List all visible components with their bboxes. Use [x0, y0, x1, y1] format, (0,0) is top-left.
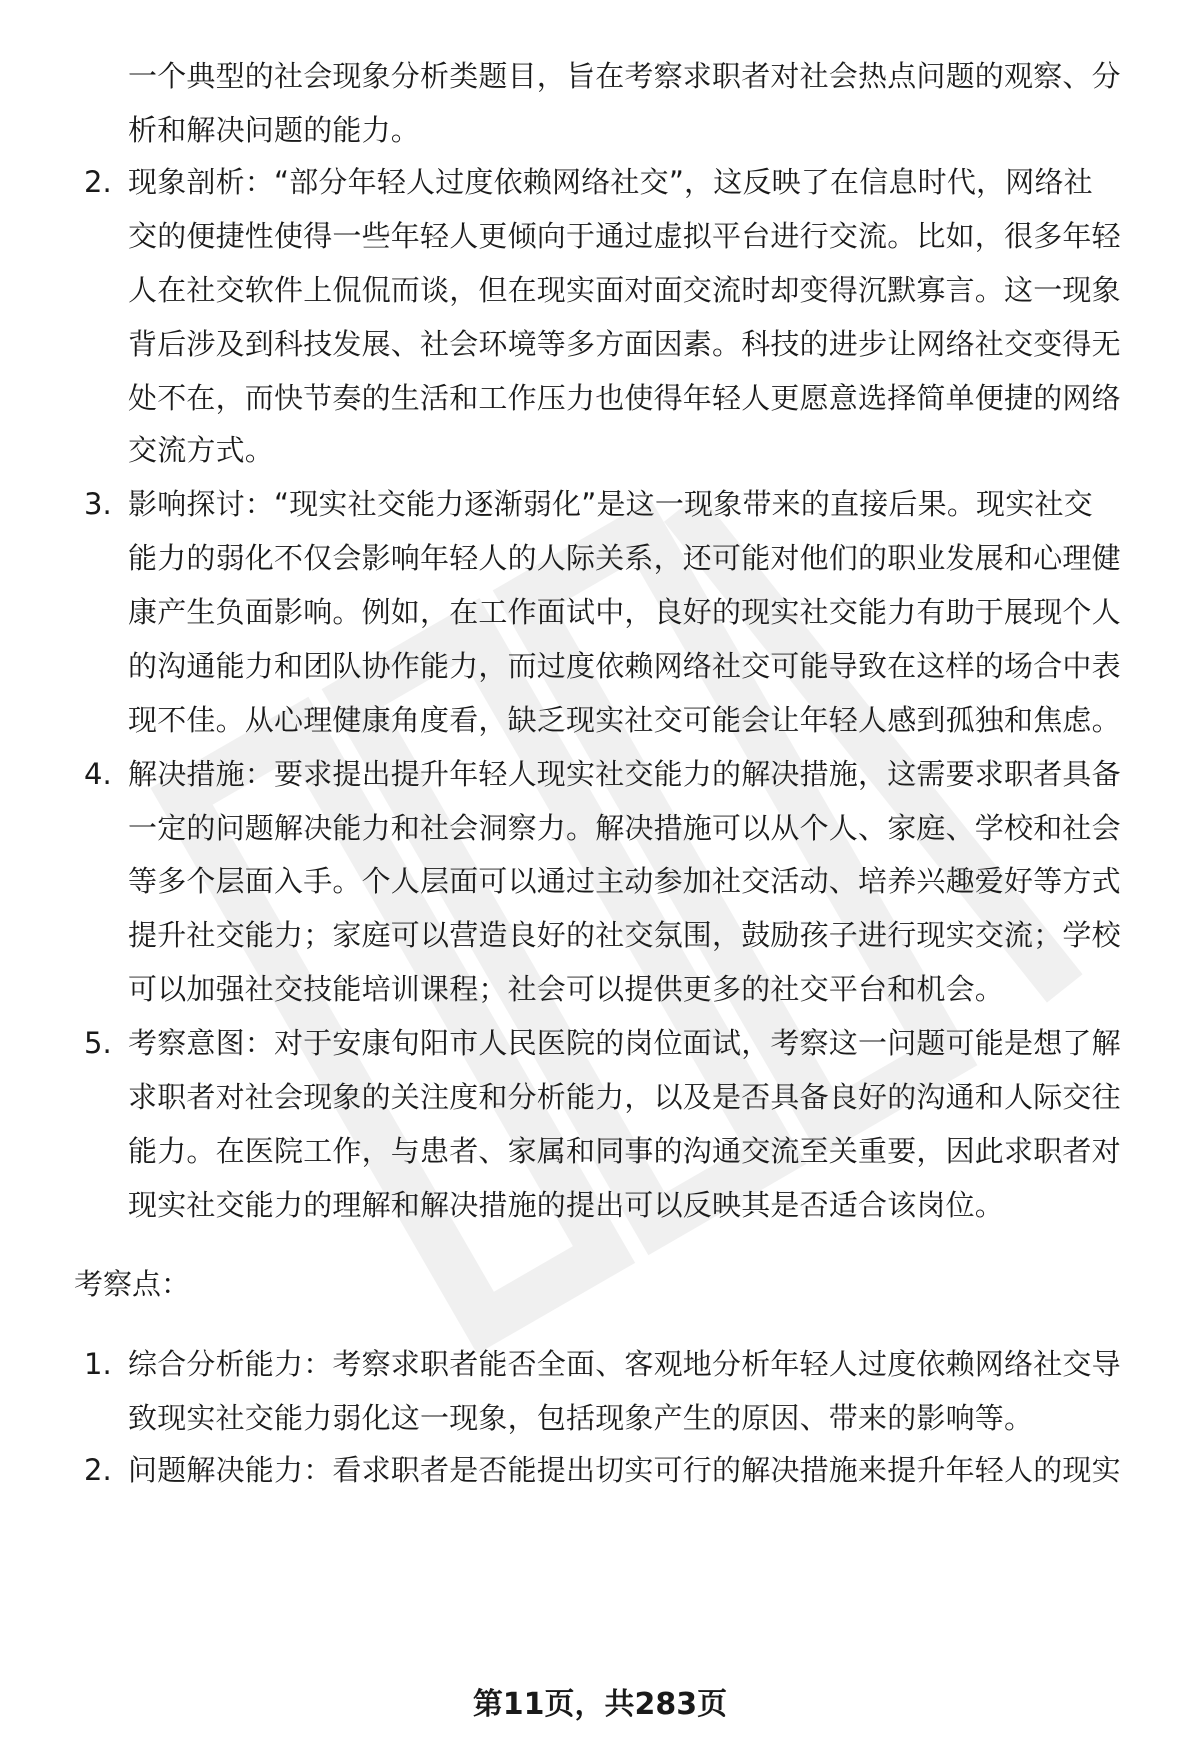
list-item-line: 一定的问题解决能力和社会洞察力。解决措施可以从个人、家庭、学校和社会 [128, 811, 1121, 845]
list-item-line: 问题解决能力：看求职者是否能提出切实可行的解决措施来提升年轻人的现实 [128, 1453, 1121, 1487]
intro-line: 一个典型的社会现象分析类题目，旨在考察求职者对社会热点问题的观察、分 [128, 59, 1121, 93]
list-item-line: 解决措施：要求提出提升年轻人现实社交能力的解决措施，这需要求职者具备 [128, 757, 1121, 791]
intro-line: 析和解决问题的能力。 [128, 113, 421, 147]
list-item-line: 综合分析能力：考察求职者能否全面、客观地分析年轻人过度依赖网络社交导 [128, 1347, 1121, 1381]
list-item-line: 交流方式。 [128, 433, 275, 467]
list-item-line: 处不在，而快节奏的生活和工作压力也使得年轻人更愿意选择简单便捷的网络 [128, 381, 1121, 415]
list-number: 2. [84, 1453, 112, 1487]
list-item-line: 能力的弱化不仅会影响年轻人的人际关系，还可能对他们的职业发展和心理健 [128, 541, 1121, 575]
list-item-line: 影响探讨：“现实社交能力逐渐弱化”是这一现象带来的直接后果。现实社交 [128, 487, 1093, 521]
list-number: 2. [84, 165, 112, 199]
list-item-line: 交的便捷性使得一些年轻人更倾向于通过虚拟平台进行交流。比如，很多年轻 [128, 219, 1121, 253]
list-item-line: 现实社交能力的理解和解决措施的提出可以反映其是否适合该岗位。 [128, 1188, 1005, 1222]
list-number: 5. [84, 1026, 112, 1060]
list-item-line: 现不佳。从心理健康角度看，缺乏现实社交可能会让年轻人感到孤独和焦虑。 [128, 703, 1121, 737]
list-item-line: 可以加强社交技能培训课程；社会可以提供更多的社交平台和机会。 [128, 972, 1005, 1006]
list-item-line: 等多个层面入手。个人层面可以通过主动参加社交活动、培养兴趣爱好等方式 [128, 864, 1121, 898]
list-item-line: 考察意图：对于安康旬阳市人民医院的岗位面试，考察这一问题可能是想了解 [128, 1026, 1121, 1060]
section-title: 考察点： [74, 1267, 191, 1301]
list-item-line: 的沟通能力和团队协作能力，而过度依赖网络社交可能导致在这样的场合中表 [128, 649, 1121, 683]
list-number: 1. [84, 1347, 112, 1381]
list-item-line: 背后涉及到科技发展、社会环境等多方面因素。科技的进步让网络社交变得无 [128, 327, 1121, 361]
list-item-line: 现象剖析：“部分年轻人过度依赖网络社交”，这反映了在信息时代，网络社 [128, 165, 1093, 199]
list-item-line: 致现实社交能力弱化这一现象，包括现象产生的原因、带来的影响等。 [128, 1401, 1034, 1435]
list-item-line: 求职者对社会现象的关注度和分析能力，以及是否具备良好的沟通和人际交往 [128, 1080, 1121, 1114]
list-number: 4. [84, 757, 112, 791]
list-item-line: 康产生负面影响。例如，在工作面试中，良好的现实社交能力有助于展现个人 [128, 595, 1121, 629]
page-footer: 第11页，共283页 [472, 1687, 728, 1722]
list-item-line: 能力。在医院工作，与患者、家属和同事的沟通交流至关重要，因此求职者对 [128, 1134, 1121, 1168]
list-item-line: 人在社交软件上侃侃而谈，但在现实面对面交流时却变得沉默寡言。这一现象 [128, 273, 1121, 307]
list-item-line: 提升社交能力；家庭可以营造良好的社交氛围，鼓励孩子进行现实交流；学校 [128, 918, 1121, 952]
list-number: 3. [84, 487, 112, 521]
